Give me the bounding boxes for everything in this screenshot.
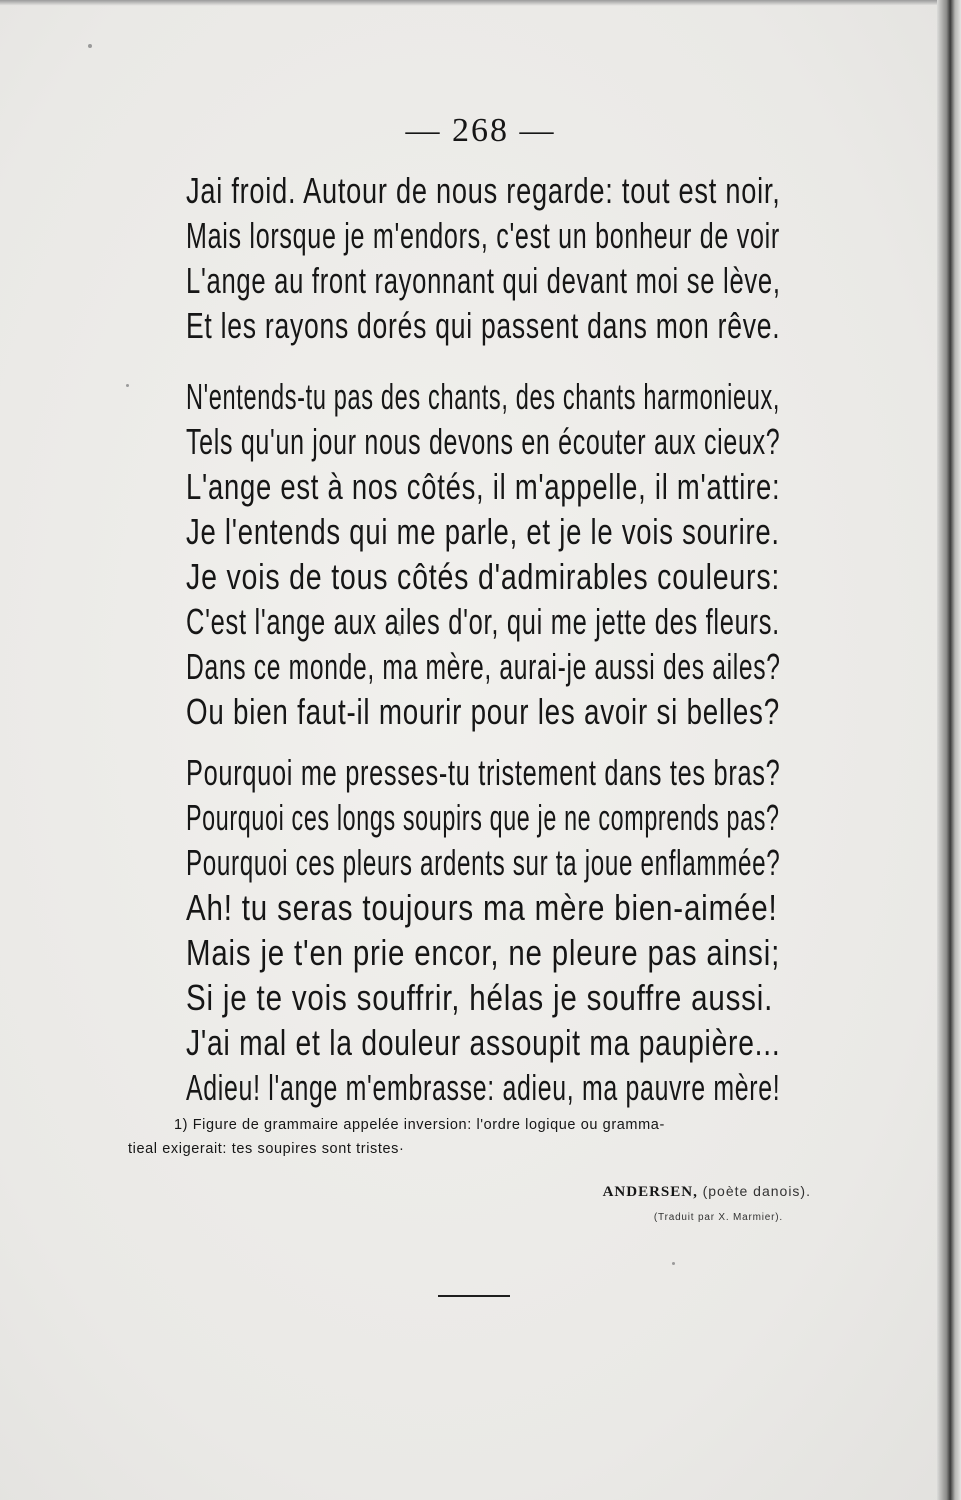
verse-line: L'ange est à nos côtés, il m'appelle, il m'attire: xyxy=(186,466,781,507)
page-binding-edge xyxy=(937,0,961,1500)
verse-line: Je vois de tous côtés d'admirables couleurs: xyxy=(186,556,781,597)
author-note: (poète danois). xyxy=(702,1183,811,1199)
poem-stanza-1 xyxy=(186,168,786,348)
verse-line: Je l'entends qui me parle, et je le vois sourire. xyxy=(186,511,780,552)
poem-stanza-2 xyxy=(186,374,786,734)
verse-line: N'entends-tu pas des chants, des chants harmonieux, xyxy=(186,376,781,417)
verse-line: Pourquoi me presses-tu tristement dans tes bras? xyxy=(186,752,781,793)
verse-line: Dans ce monde, ma mère, aurai-je aussi des ailes? xyxy=(186,646,781,687)
verse-line: J'ai mal et la douleur assoupit ma paupière... xyxy=(186,1022,781,1063)
page-number: — 268 — xyxy=(405,112,556,149)
verse-line: Si je te vois souffrir, hélas je souffre aussi. xyxy=(186,977,774,1018)
verse-line: Et les rayons dorés qui passent dans mon rêve. xyxy=(186,305,781,346)
verse-line: Ou bien faut-il mourir pour les avoir si belles? xyxy=(186,691,780,732)
paper-speck xyxy=(672,1262,675,1265)
verse-line: L'ange au front rayonnant qui devant moi se lève, xyxy=(186,260,781,301)
page-top-edge xyxy=(0,0,961,6)
verse-line: Mais lorsque je m'endors, c'est un bonheur de voir xyxy=(186,215,780,256)
footnote-line: tieal exigerait: tes soupires sont tristes· xyxy=(128,1141,405,1157)
verse-line: Pourquoi ces longs soupirs que je ne comprends pas? xyxy=(186,797,780,838)
verse-line: C'est l'ange aux ailes d'or, qui me jette des fleurs. xyxy=(186,601,780,642)
footnote xyxy=(128,1113,828,1161)
paper-speck xyxy=(88,44,92,48)
verse-line: Jai froid. Autour de nous regarde: tout est noir, xyxy=(186,170,781,211)
verse-line: Pourquoi ces pleurs ardents sur ta joue enflammée? xyxy=(186,842,781,883)
verse-line: Tels qu'un jour nous devons en écouter aux cieux? xyxy=(186,421,781,462)
author-name: ANDERSEN, xyxy=(602,1184,698,1200)
verse-line: Ah! tu seras toujours ma mère bien-aimée! xyxy=(186,887,778,928)
poem-stanza-3 xyxy=(186,750,786,1110)
paper-speck xyxy=(126,384,129,387)
verse-line: Mais je t'en prie encor, ne pleure pas ainsi; xyxy=(186,932,781,973)
translator-credit: (Traduit par X. Marmier). xyxy=(653,1212,783,1223)
attribution xyxy=(603,1181,811,1223)
author-credit xyxy=(603,1181,811,1202)
end-rule xyxy=(438,1295,510,1297)
verse-line: Adieu! l'ange m'embrasse: adieu, ma pauvre mère! xyxy=(186,1067,781,1108)
footnote-line: 1) Figure de grammaire appelée inversion: l'ordre logique ou gramma- xyxy=(174,1117,665,1133)
